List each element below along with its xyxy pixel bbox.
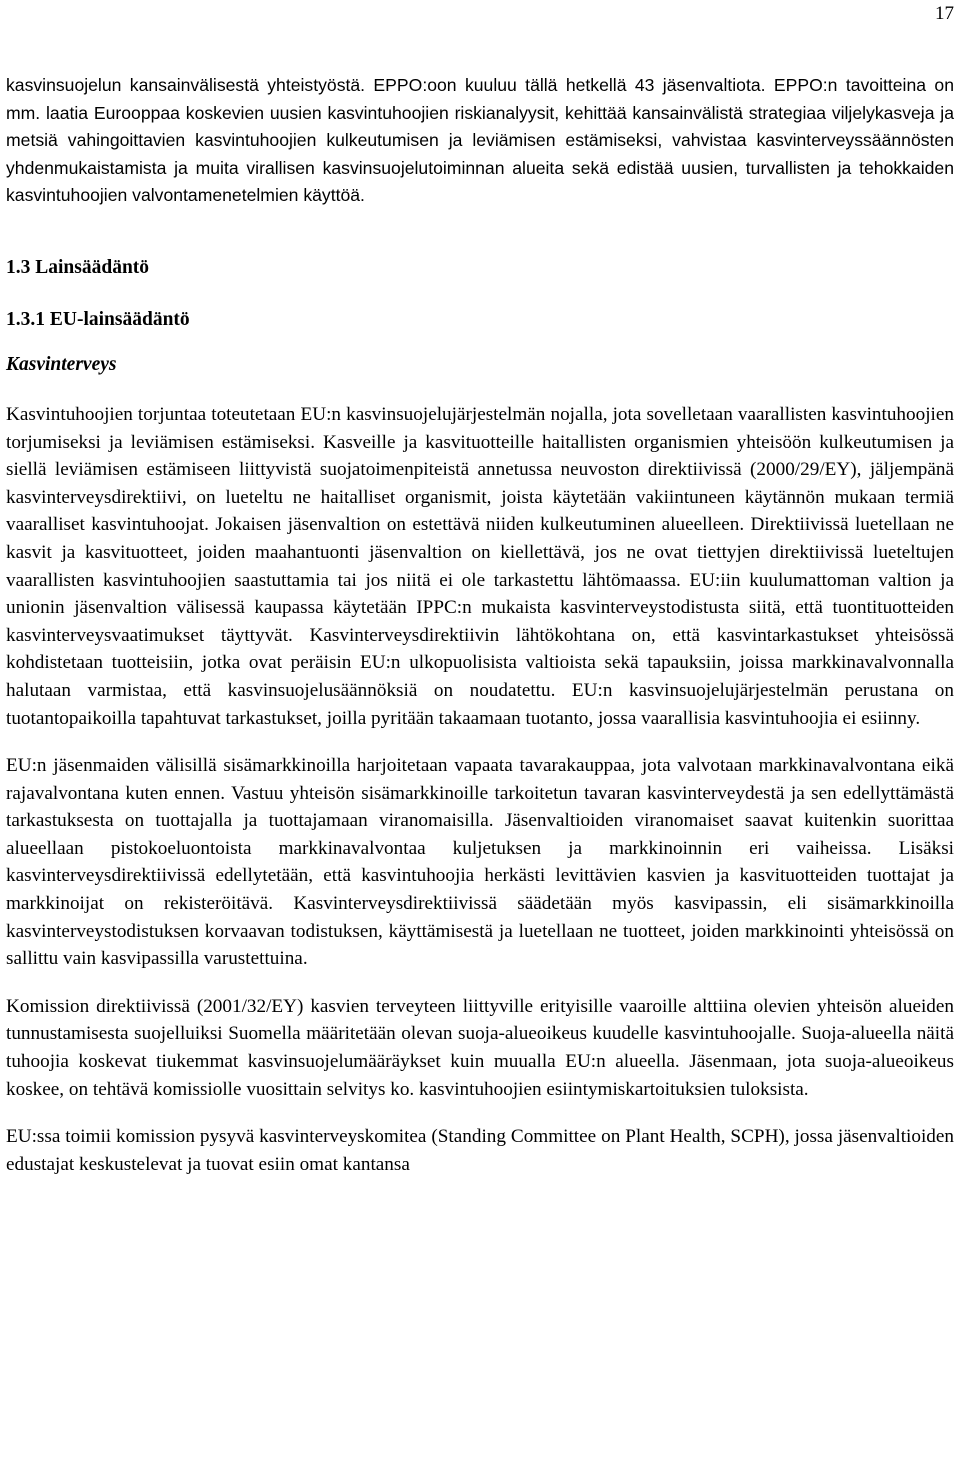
paragraph-standing-committee: EU:ssa toimii komission pysyvä kasvinterveyskomitea (Standing Committee on Plant Health, SCPH), jossa jäsenvaltioiden edustajat keskustelevat ja tuovat esiin omat kantansa [6,1126,954,1175]
paragraph-plant-health-regime: Kasvintuhoojien torjuntaa toteutetaan EU:n kasvinsuojelujärjestelmän nojalla, jota sovelletaan vaarallisten kasvintuhoojien torjumiseksi ja leviämisen estämiseksi. Kasveille ja kasvituotteille haitallisten organismien yhteisöön kulkeutumisen ja siellä leviämisen estämiseen liittyvistä suojatoimenpiteistä annetussa neuvoston direktiivissä (2000/29/EY), jäljempänä kasvinterveysdirektiivi, on lueteltu ne haitalliset organismit, joista käytetään vakiintuneen käytännön mukaan termiä vaaralliset kasvintuhoojat. Jokaisen jäsenvaltion on estettävä niiden kulkeutuminen alueelleen. Direktiivissä luetellaan ne kasvit ja kasvituotteet, joiden maahantuonti jäsenvaltion on kiellettävä, jos ne ovat tiettyjen direktiivissä lueteltujen vaarallisten kasvintuhoojien saastuttamia tai jos niitä ei ole tarkastettu lähtömaassa. EU:iin kuulumattoman valtion ja unionin jäsenvaltion välisessä kaupassa käytetään IPPC:n mukaista kasvinterveystodistusta siitä, että tuontituotteiden kasvinterveysvaatimukset täyttyvät. Kasvinterveysdirektiivin lähtökohtana on, että kasvintarkastukset yhteisössä kohdistetaan tuotteisiin, jotka ovat peräisin EU:n ulkopuolisista valtioista sekä tapauksiin, joissa markkinavalvonnalla halutaan varmistaa, että kasvinsuojelusäännöksiä on noudatettu. EU:n kasvinsuojelujärjestelmän perustana on tuotantopaikoilla tapahtuvat tarkastukset, joilla pyritään takaamaan tuotanto, jossa vaarallisia kasvintuhoojia ei esiinny. [6,403,954,729]
topic-heading: Kasvinterveys [6,353,117,375]
document-body [6,72,954,1178]
paragraph-protected-zones: Komission direktiivissä (2001/32/EY) kasvien terveyteen liittyville erityisille vaaroille alttiina olevien yhteisön alueiden tunnustamisesta suojelluiksi Suomella määritetään olevan suoja-alueoikeus kuudelle kasvintuhoojalle. Suoja-alueella näitä tuhoojia koskevat tiukemmat kasvinsuojelumääräykset kuin muualla EU:n alueella. Jäsenmaan, jota suoja-alueoikeus koskee, on tehtävä komissiolle vuosittain selvitys ko. kasvintuhoojien esiintymiskartoituksien tuloksista. [6,995,954,1100]
subsection-heading: 1.3.1 EU-lainsäädäntö [6,308,190,330]
paragraph-internal-market: EU:n jäsenmaiden välisillä sisämarkkinoilla harjoitetaan vapaata tavarakauppaa, jota valvotaan markkinavalvontana eikä rajavalvontana kuten ennen. Vastuu yhteisön sisämarkkinoille tarkoitetun tavaran kasvinterveydestä ja sen edellyttämästä tarkastuksesta on tuottajalla ja tuottajamaan viranomaisilla. Jäsenvaltioiden viranomaiset saavat kuitenkin suorittaa alueellaan pistokoeluontoista markkinavalvontaa kuljetuksen ja markkinoinnin eri vaiheissa. Lisäksi kasvinterveysdirektiivissä edellytetään, että kasvintuhoojia herkästi levittävien kasvien ja kasvituotteiden tuottajat ja markkinoijat on rekisteröitävä. Kasvinterveysdirektiivissä säädetään myös kasvipassin, eli sisämarkkinoilla kasvinterveystodistuksen korvaavan todistuksen, käyttämisestä ja luetellaan ne tuotteet, joiden markkinointi yhteisössä on sallittu vain kasvipassilla varustettuina. [6,755,954,970]
page-number: 17 [935,3,954,24]
intro-paragraph: kasvinsuojelun kansainvälisestä yhteistyöstä. EPPO:oon kuuluu tällä hetkellä 43 jäsenvaltiota. EPPO:n tavoitteina on mm. laatia Eurooppaa koskevien uusien kasvintuhoojien riskianalyysit, kehittää kansainvälistä strategiaa viljelykasveja ja metsiä vahingoittavien kasvintuhoojien kulkeutumisen ja leviämisen estämiseksi, vahvistaa kasvinterveyssäännösten yhdenmukaistamista ja muita virallisen kasvinsuojelutoiminnan alueita sekä edistää uusien, turvallisten ja tehokkaiden kasvintuhoojien valvontamenetelmien käyttöä. [6,75,954,206]
section-heading: 1.3 Lainsäädäntö [6,256,150,278]
